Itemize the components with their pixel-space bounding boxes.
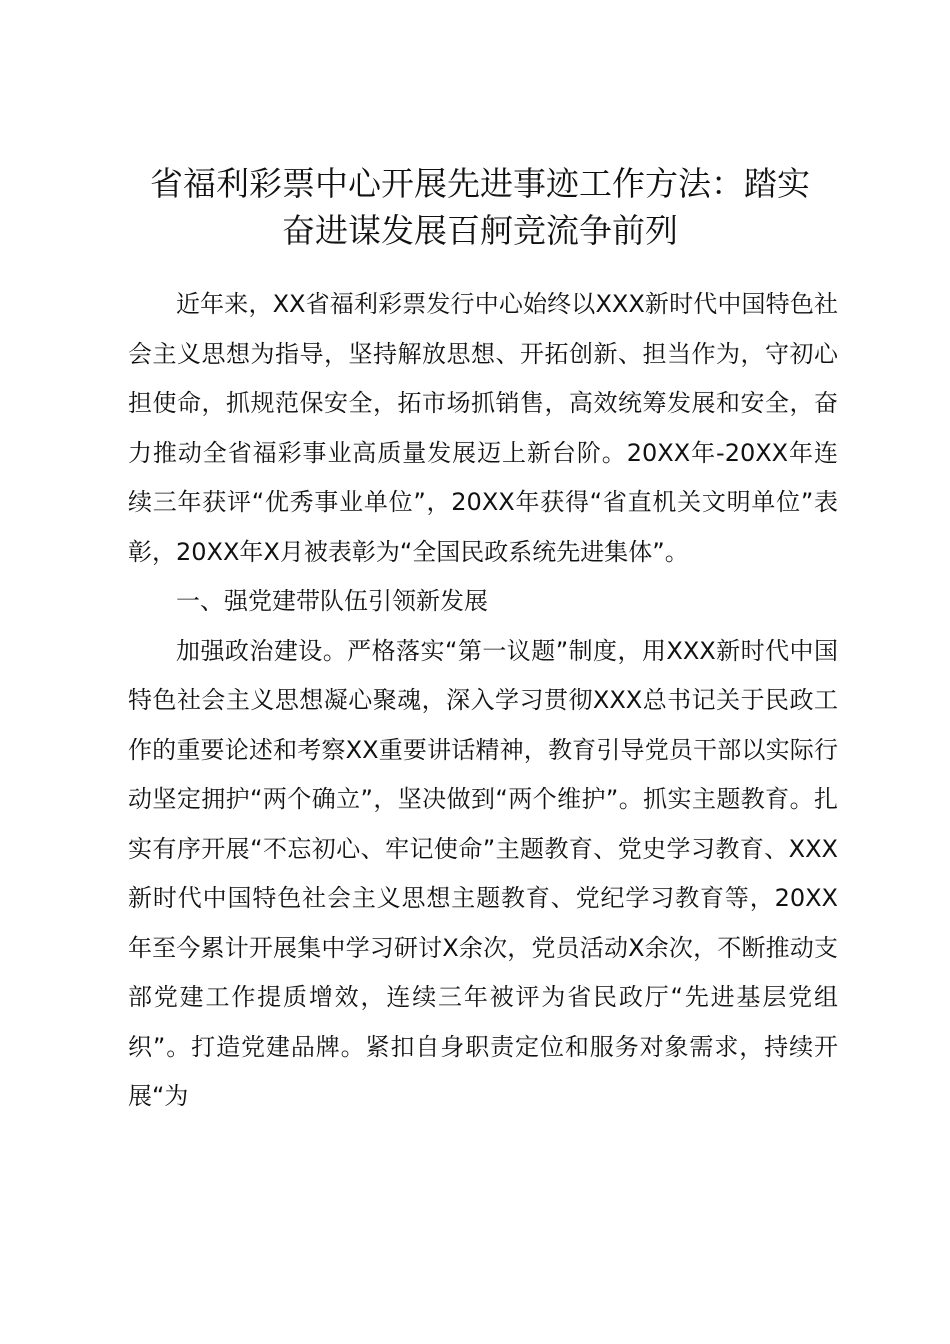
title-line-2: 奋进谋发展百舸竞流争前列: [282, 211, 678, 250]
document-title: [110, 160, 850, 254]
paragraph-political-building: 加强政治建设。严格落实“第一议题”制度，用XXX新时代中国特色社会主义思想凝心聚魂，深入学习贯彻XXX总书记关于民政工作的重要论述和考察XX重要讲话精神，教育引导党员干部以实际行动坚定拥护“两个确立”，坚决做到“两个维护”。抓实主题教育。扎实有序开展“不忘初心、牢记使命”主题教育、党史学习教育、XXX新时代中国特色社会主义思想主题教育、党纪学习教育等，20XX年至今累计开展集中学习研讨X余次，党员活动X余次，不断推动支部党建工作提质增效，连续三年被评为省民政厅“先进基层党组织”。打造党建品牌。紧扣自身职责定位和服务对象需求，持续开展“为: [128, 636, 838, 1110]
title-line-1: 省福利彩票中心开展先进事迹工作方法：踏实: [150, 164, 810, 203]
section-heading: 一、强党建带队伍引领新发展: [176, 587, 488, 615]
document-body: [128, 280, 838, 1122]
paragraph-intro: 近年来，XX省福利彩票发行中心始终以XXX新时代中国特色社会主义思想为指导，坚持解放思想、开拓创新、担当作为，守初心担使命，抓规范保安全，拓市场抓销售，高效统筹发展和安全，奋力推动全省福彩事业高质量发展迈上新台阶。20XX年-20XX年连续三年获评“优秀事业单位”，20XX年获得“省直机关文明单位”表彰，20XX年X月被表彰为“全国民政系统先进集体”。: [128, 290, 838, 566]
